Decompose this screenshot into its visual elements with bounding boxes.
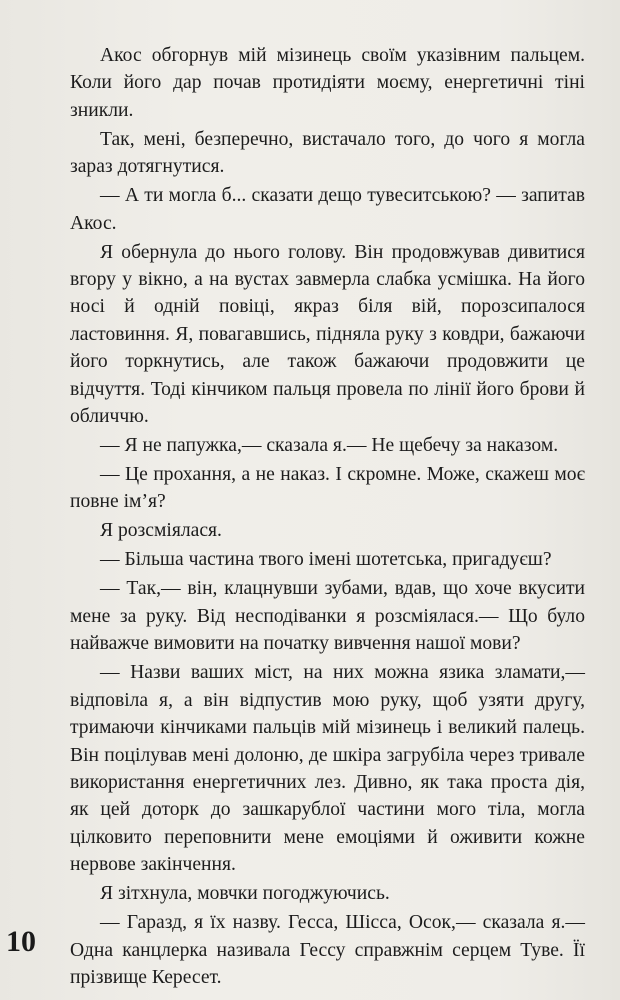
paragraph: Я розсміялася.	[100, 520, 222, 542]
paragraph: — Так,— він, клацнувши зубами, вдав, що хоче вкусити мене за руку. Від несподіванки я розсміялася.— Що було найважче вимовити на початку вивчення нашої мови?	[70, 578, 585, 655]
paragraph: Акос обгорнув мій мізинець своїм указівним пальцем. Коли його дар почав протидіяти моєму, енергетичні тіні зникли.	[70, 45, 585, 121]
paragraph: Так, мені, безперечно, вистачало того, до чого я могла зараз дотягнутися.	[70, 128, 585, 178]
paragraph: — Гаразд, я їх назву. Гесса, Шісса, Осок,— сказала я.— Одна канцлерка називала Гессу справжнім серцем Туве. Її прізвище Кересет.	[70, 912, 585, 988]
paragraph: Я обернула до нього голову. Він продовжував дивитися вгору у вікно, а на вустах завмерла слабка усмішка. На його носі й одній повіці, якраз біля вій, порозсипалося ластовиння. Я, повагавшись, підняла руку з ковдри, бажаючи його торкнутись, але також бажаючи продовжити це відчуття. Тоді кінчиком пальця провела по лінії його брови й обличчю.	[70, 241, 585, 428]
paragraph: — Назви ваших міст, на них можна язика зламати,— відповіла я, а він відпустив мою руку, щоб узяти другу, тримаючи кінчиками пальців мій мізинець і великий палець. Він поцілував мені долоню, де шкіра загрубіла через тривале використання енергетичних лез. Дивно, як така проста дія, як цей доторк до зашкарублої частини мого тіла, могла цілковито переповнити мене емоціями й оживити кожне нервове закінчення.	[70, 662, 585, 876]
paragraph: — Це прохання, а не наказ. І скромне. Може, скажеш моє повне ім’я?	[70, 464, 585, 513]
paragraph: Я зітхнула, мовчки погоджуючись.	[100, 883, 390, 905]
paragraph: — Я не папужка,— сказала я.— Не щебечу за наказом.	[100, 435, 559, 457]
page-number: 10	[6, 925, 36, 958]
paragraph: — А ти могла б... сказати дещо тувеситською? — запитав Акос.	[70, 185, 585, 234]
paragraph: — Більша частина твого імені шотетська, пригадуєш?	[100, 549, 552, 571]
body-text	[70, 42, 585, 993]
